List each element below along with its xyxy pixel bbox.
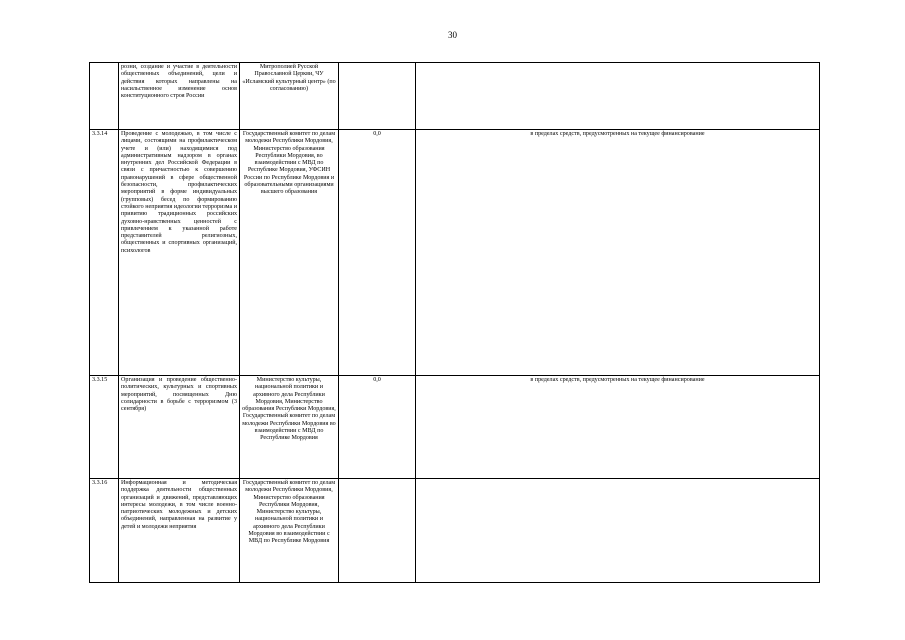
page-number: 30 [448,30,457,40]
measures-table [89,62,820,583]
table-row [90,130,820,376]
funding-note [416,63,820,130]
table-row [90,376,820,479]
row-number [90,63,119,130]
measure-name: Проведение с молодежью, в том числе с лицами, состоящими на профилактическом учете и (или) находящимися под административным надзором в органах внутренних дел Российской Федерации в связи с причастностью к совершению правонарушений в сфере общественной безопасности, профилактических мероприятий в форме индивидуальных (групповых) бесед по формированию стойкого неприятия идеологии терроризма и привитию традиционных российских духовно-нравственных ценностей с привлечением к указанной работе представителей религиозных, общественных и спортивных организаций, психологов [119,130,240,376]
row-number: 3.3.16 [90,479,119,583]
funding-value [339,63,416,130]
funding-value: 0,0 [339,376,416,479]
executors: Государственный комитет по делам молодежи Республики Мордовия, Министерство образования Республики Мордовия, Министерство культуры, национальной политики и архивного дела Республики Мордовия во взаимодействии с МВД по Республике Мордовия [240,479,339,583]
row-number: 3.3.15 [90,376,119,479]
measure-name: розни, создание и участие в деятельности общественных объединений, цели и действия которых направлены на насильственное изменение основ конституционного строя России [119,63,240,130]
executors: Государственный комитет по делам молодежи Республики Мордовия, Министерство образования Республики Мордовия, во взаимодействии с МВД по Республике Мордовия, УФСИН России по Республике Мордовия и образовательными организациями высшего образования [240,130,339,376]
row-number: 3.3.14 [90,130,119,376]
measure-name: Организация и проведение общественно-политических, культурных и спортивных мероприятий, посвященных Дню солидарности в борьбе с терроризмом (3 сентября) [119,376,240,479]
funding-note [416,479,820,583]
executors: Митрополией Русской Православной Церкви, ЧУ «Исламский культурный центр» (по согласованию) [240,63,339,130]
table-row [90,63,820,130]
funding-note: в пределах средств, предусмотренных на текущее финансирование [416,376,820,479]
funding-note: в пределах средств, предусмотренных на текущее финансирование [416,130,820,376]
executors: Министерство культуры, национальной политики и архивного дела Республики Мордовия, Министерство образования Республики Мордовия, Государственный комитет по делам молодежи Республики Мордовия во взаимодействии с МВД по Республике Мордовия [240,376,339,479]
measure-name: Информационная и методическая поддержка деятельности общественных организаций и движений, представляющих интересы молодежи, в том числе военно-патриотических молодежных и детских объединений, направленная на развитие у детей и молодежи неприятия [119,479,240,583]
funding-value: 0,0 [339,130,416,376]
funding-value [339,479,416,583]
table-row [90,479,820,583]
